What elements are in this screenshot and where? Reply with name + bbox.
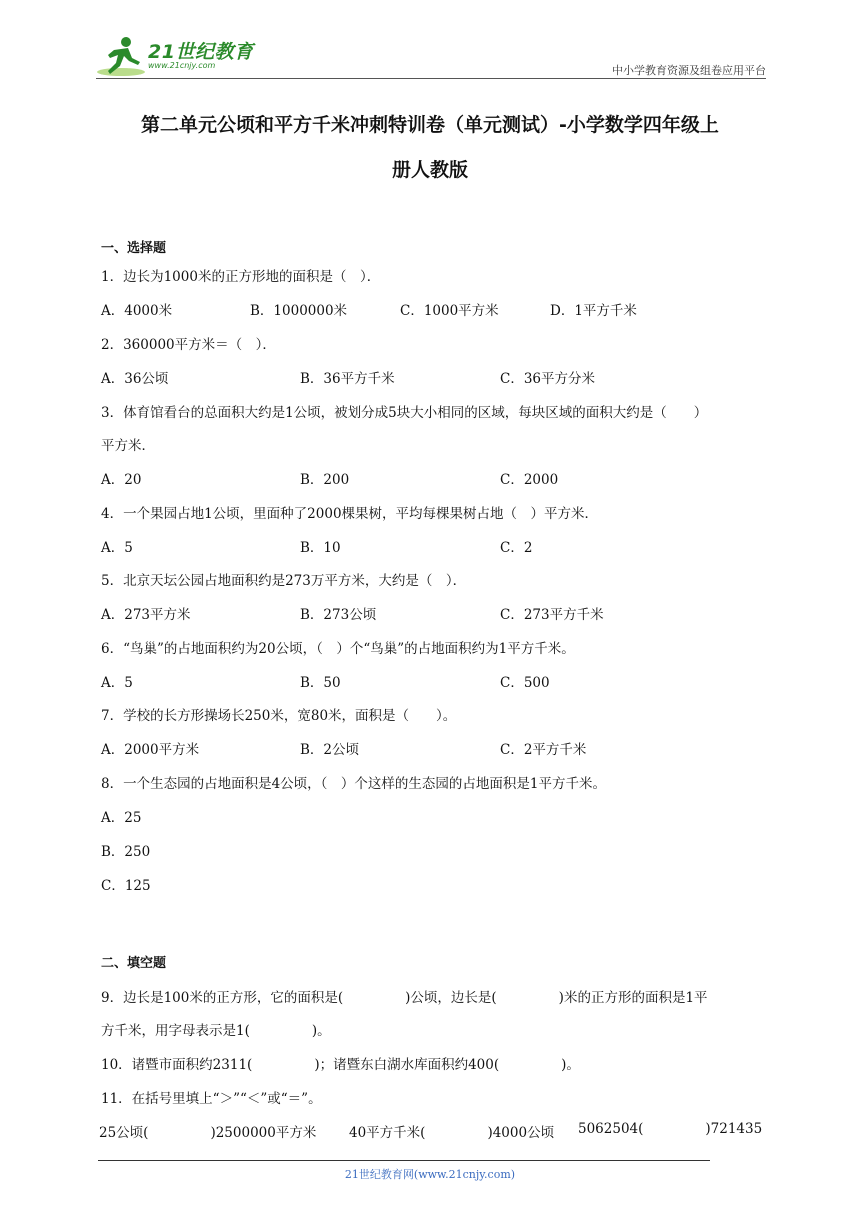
logo-text: 21世纪教育 bbox=[148, 41, 254, 63]
question-1-option-b: B．1000000米 bbox=[250, 303, 348, 319]
question-9-text-1: 9．边长是100米的正方形，它的面积是( bbox=[101, 990, 344, 1006]
question-2-option-b: B．36平方千米 bbox=[300, 371, 395, 387]
question-2-option-c: C．36平方分米 bbox=[500, 371, 596, 387]
question-4-option-c: C．2 bbox=[500, 540, 533, 556]
question-10-text-3: )。 bbox=[561, 1057, 580, 1073]
question-1-option-c: C．1000平方米 bbox=[400, 303, 499, 319]
document-title-line-2: 册人教版 bbox=[391, 159, 468, 181]
question-8-option-b: B．250 bbox=[101, 844, 151, 860]
question-5-option-a: A．273平方米 bbox=[101, 607, 191, 623]
section-heading-fill-blank: 二、填空题 bbox=[101, 956, 167, 971]
question-11-item-2 bbox=[349, 1121, 554, 1141]
question-11-item-2-left: 40平方千米( bbox=[349, 1125, 426, 1141]
question-1-stem: 1．边长为1000米的正方形地的面积是（ ）． bbox=[101, 269, 381, 285]
question-6-option-a: A．5 bbox=[101, 675, 133, 691]
section-heading-choice: 一、选择题 bbox=[101, 241, 167, 256]
logo-url: www.21cnjy.com bbox=[148, 61, 216, 70]
question-4-stem: 4．一个果园占地1公顷，里面种了2000棵果树，平均每棵果树占地（ ）平方米． bbox=[101, 506, 599, 522]
question-6-option-b: B．50 bbox=[300, 675, 341, 691]
question-11-item-3-left: 5062504( bbox=[578, 1121, 644, 1137]
question-4-option-a: A．5 bbox=[101, 540, 133, 556]
question-3-option-b: B．200 bbox=[300, 472, 350, 488]
runner-logo-icon bbox=[96, 34, 146, 78]
question-10-text-2: )；诸暨东白湖水库面积约400( bbox=[314, 1057, 500, 1073]
question-11-stem: 11．在括号里填上“＞”“＜”或“＝”。 bbox=[101, 1091, 322, 1107]
question-3-stem-continued: 平方米． bbox=[101, 438, 155, 454]
question-9-line-1 bbox=[101, 986, 708, 1006]
question-11-item-2-right: )4000公顷 bbox=[487, 1125, 555, 1141]
question-4-option-b: B．10 bbox=[300, 540, 341, 556]
question-9-text-2: )公顷，边长是( bbox=[405, 990, 497, 1006]
header-divider bbox=[96, 78, 766, 79]
platform-caption: 中小学教育资源及组卷应用平台 bbox=[612, 64, 766, 77]
question-8-option-c: C．125 bbox=[101, 878, 151, 894]
question-5-stem: 5．北京天坛公园占地面积约是273万平方米，大约是（ ）． bbox=[101, 573, 467, 589]
question-3-option-a: A．20 bbox=[101, 472, 142, 488]
site-logo bbox=[96, 34, 266, 80]
footer-divider bbox=[98, 1160, 710, 1161]
question-1-option-d: D．1平方千米 bbox=[550, 303, 637, 319]
question-11-item-3-right: )721435 bbox=[705, 1121, 763, 1137]
question-6-stem: 6．“鸟巢”的占地面积约为20公顷，（ ）个“鸟巢”的占地面积约为1平方千米。 bbox=[101, 641, 575, 657]
question-9-text-4: 方千米，用字母表示是1( bbox=[101, 1023, 250, 1039]
question-11-item-1 bbox=[99, 1121, 316, 1141]
question-1-option-a: A．4000米 bbox=[101, 303, 173, 319]
question-11-item-3 bbox=[578, 1121, 762, 1137]
question-8-stem: 8．一个生态园的占地面积是4公顷，（ ）个这样的生态园的占地面积是1平方千米。 bbox=[101, 776, 607, 792]
question-6-option-c: C．500 bbox=[500, 675, 550, 691]
question-9-text-3: )米的正方形的面积是1平 bbox=[558, 990, 708, 1006]
question-11-item-1-right: )2500000平方米 bbox=[210, 1125, 317, 1141]
question-7-option-c: C．2平方千米 bbox=[500, 742, 587, 758]
question-10 bbox=[101, 1053, 580, 1073]
question-5-option-c: C．273平方千米 bbox=[500, 607, 604, 623]
footer-link[interactable]: 21世纪教育网(www.21cnjy.com) bbox=[344, 1168, 516, 1181]
question-8-option-a: A．25 bbox=[101, 810, 142, 826]
question-7-option-a: A．2000平方米 bbox=[101, 742, 200, 758]
question-10-text-1: 10．诸暨市面积约2311( bbox=[101, 1057, 253, 1073]
question-5-option-b: B．273公顷 bbox=[300, 607, 377, 623]
question-2-option-a: A．36公顷 bbox=[101, 371, 169, 387]
question-3-stem: 3．体育馆看台的总面积大约是1公顷，被划分成5块大小相同的区域，每块区域的面积大约是（ ） bbox=[101, 405, 708, 421]
question-2-stem: 2．360000平方米＝（ ）． bbox=[101, 337, 276, 353]
question-11-item-1-left: 25公顷( bbox=[99, 1125, 149, 1141]
question-3-option-c: C．2000 bbox=[500, 472, 559, 488]
question-9-text-5: )。 bbox=[311, 1023, 331, 1039]
question-7-option-b: B．2公顷 bbox=[300, 742, 360, 758]
page-header bbox=[96, 34, 766, 80]
document-title-line-1: 第二单元公顷和平方千米冲刺特训卷（单元测试）-小学数学四年级上 bbox=[141, 114, 719, 136]
question-7-stem: 7．学校的长方形操场长250米，宽80米，面积是（ ）。 bbox=[101, 708, 457, 724]
question-9-line-2 bbox=[101, 1019, 331, 1039]
